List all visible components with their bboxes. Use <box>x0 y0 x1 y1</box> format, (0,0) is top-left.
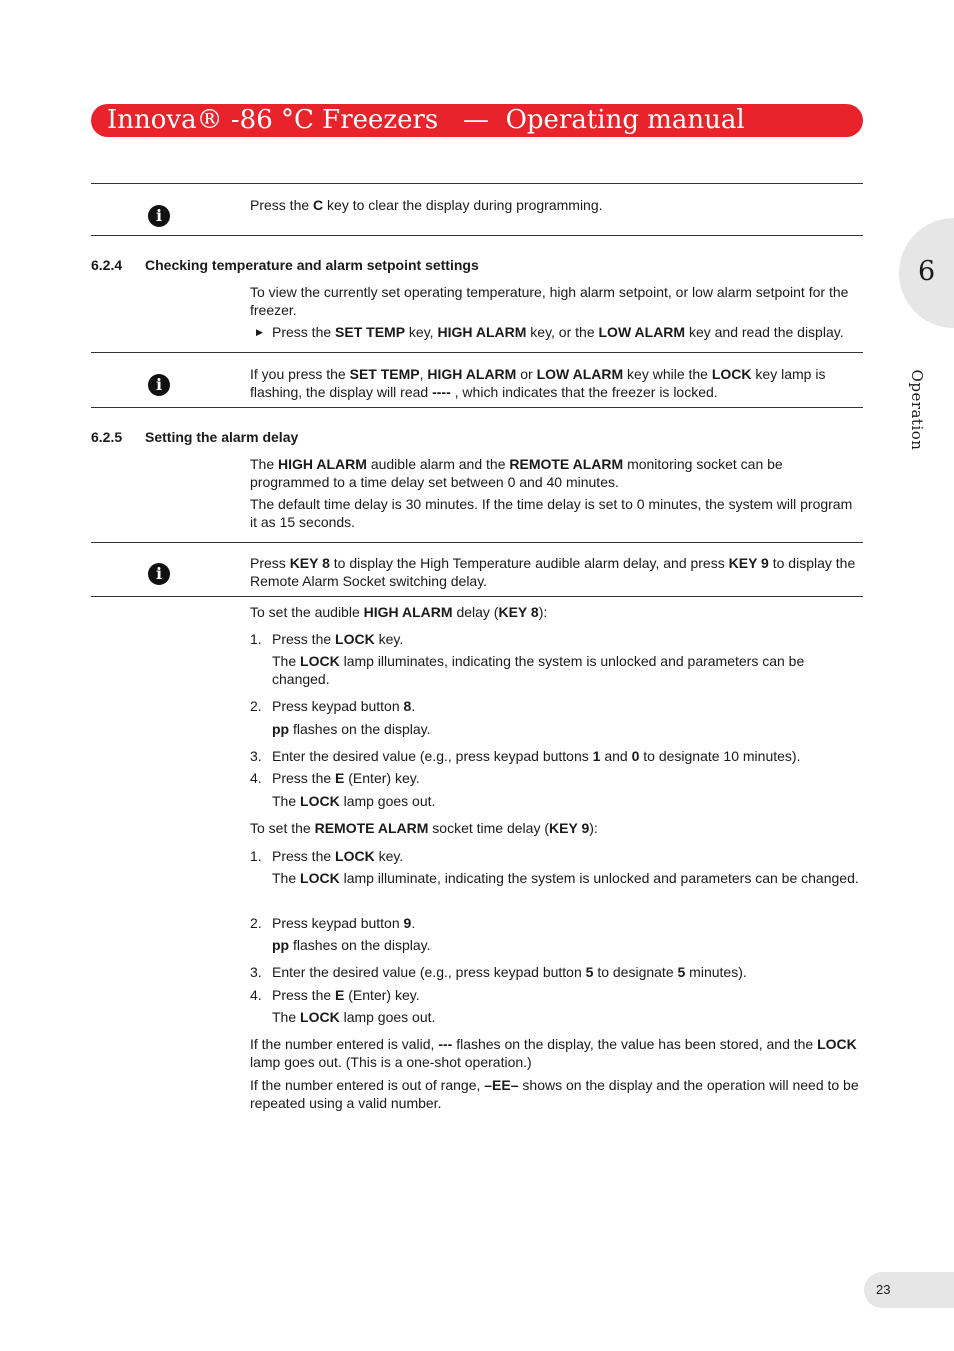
step-number: 1. <box>250 848 262 864</box>
section-title: Checking temperature and alarm setpoint settings <box>145 257 479 273</box>
step-text: Press the E (Enter) key. <box>272 770 420 786</box>
bullet-arrow-icon: ▶ <box>256 327 263 337</box>
section-title: Setting the alarm delay <box>145 429 299 445</box>
section-heading-6-2-5 <box>91 428 298 446</box>
step-text: Press keypad button 8. <box>272 698 416 714</box>
divider <box>91 542 863 543</box>
chapter-number: 6 <box>918 256 936 287</box>
note-locked: If you press the SET TEMP, HIGH ALARM or LOW ALARM key while the LOCK key lamp is flashing, the display will read ---- , which indicates that the freezer is locked. <box>250 366 826 400</box>
divider <box>91 183 863 184</box>
section-heading-6-2-4 <box>91 256 479 274</box>
paragraph-invalid: If the number entered is out of range, –EE– shows on the display and the operation will need to be repeated using a valid number. <box>250 1077 859 1111</box>
step-result: pp flashes on the display. <box>272 721 431 737</box>
step-number: 4. <box>250 770 262 786</box>
info-icon: i <box>148 205 170 227</box>
chapter-label: Operation <box>908 369 926 451</box>
step-text: Press the LOCK key. <box>272 848 404 864</box>
step-result: The LOCK lamp illuminates, indicating the system is unlocked and parameters can be changed. <box>272 653 805 687</box>
step-result: The LOCK lamp goes out. <box>272 793 436 809</box>
note-keys: Press KEY 8 to display the High Temperature audible alarm delay, and press KEY 9 to display the Remote Alarm Socket switching delay. <box>250 555 856 589</box>
divider <box>91 596 863 597</box>
step-text: Press the E (Enter) key. <box>272 987 420 1003</box>
note-clear-display: Press the C key to clear the display during programming. <box>250 197 603 213</box>
divider <box>91 235 863 236</box>
procedure-intro: To set the audible HIGH ALARM delay (KEY 8): <box>250 604 548 620</box>
bullet-item: Press the SET TEMP key, HIGH ALARM key, or the LOW ALARM key and read the display. <box>272 324 844 340</box>
step-text: Press the LOCK key. <box>272 631 404 647</box>
step-number: 2. <box>250 698 262 714</box>
paragraph: The HIGH ALARM audible alarm and the REMOTE ALARM monitoring socket can be programmed to a time delay set between 0 and 40 minutes. <box>250 456 783 490</box>
step-number: 3. <box>250 748 262 764</box>
divider <box>91 407 863 408</box>
info-icon: i <box>148 563 170 585</box>
step-number: 1. <box>250 631 262 647</box>
paragraph: To view the currently set operating temperature, high alarm setpoint, or low alarm setpoint for the freezer. <box>250 284 849 318</box>
step-text: Enter the desired value (e.g., press keypad button 5 to designate 5 minutes). <box>272 964 747 980</box>
step-number: 4. <box>250 987 262 1003</box>
step-number: 3. <box>250 964 262 980</box>
paragraph-valid: If the number entered is valid, --- flashes on the display, the value has been stored, and the LOCK lamp goes out. (This is a one-shot operation.) <box>250 1036 857 1070</box>
step-text: Press keypad button 9. <box>272 915 416 931</box>
step-result: pp flashes on the display. <box>272 937 431 953</box>
procedure-intro: To set the REMOTE ALARM socket time delay (KEY 9): <box>250 820 598 836</box>
step-result: The LOCK lamp goes out. <box>272 1009 436 1025</box>
section-number: 6.2.5 <box>91 429 123 445</box>
paragraph: The default time delay is 30 minutes. If the time delay is set to 0 minutes, the system will program it as 15 seconds. <box>250 496 853 530</box>
step-number: 2. <box>250 915 262 931</box>
page-number: 23 <box>876 1282 891 1297</box>
step-result: The LOCK lamp illuminate, indicating the system is unlocked and parameters can be changed. <box>272 870 859 886</box>
divider <box>91 352 863 353</box>
manual-title: Innova® -86 °C Freezers — Operating manual <box>107 105 745 135</box>
section-number: 6.2.4 <box>91 257 123 273</box>
header-banner <box>91 104 863 137</box>
info-icon: i <box>148 374 170 396</box>
step-text: Enter the desired value (e.g., press keypad buttons 1 and 0 to designate 10 minutes). <box>272 748 801 764</box>
